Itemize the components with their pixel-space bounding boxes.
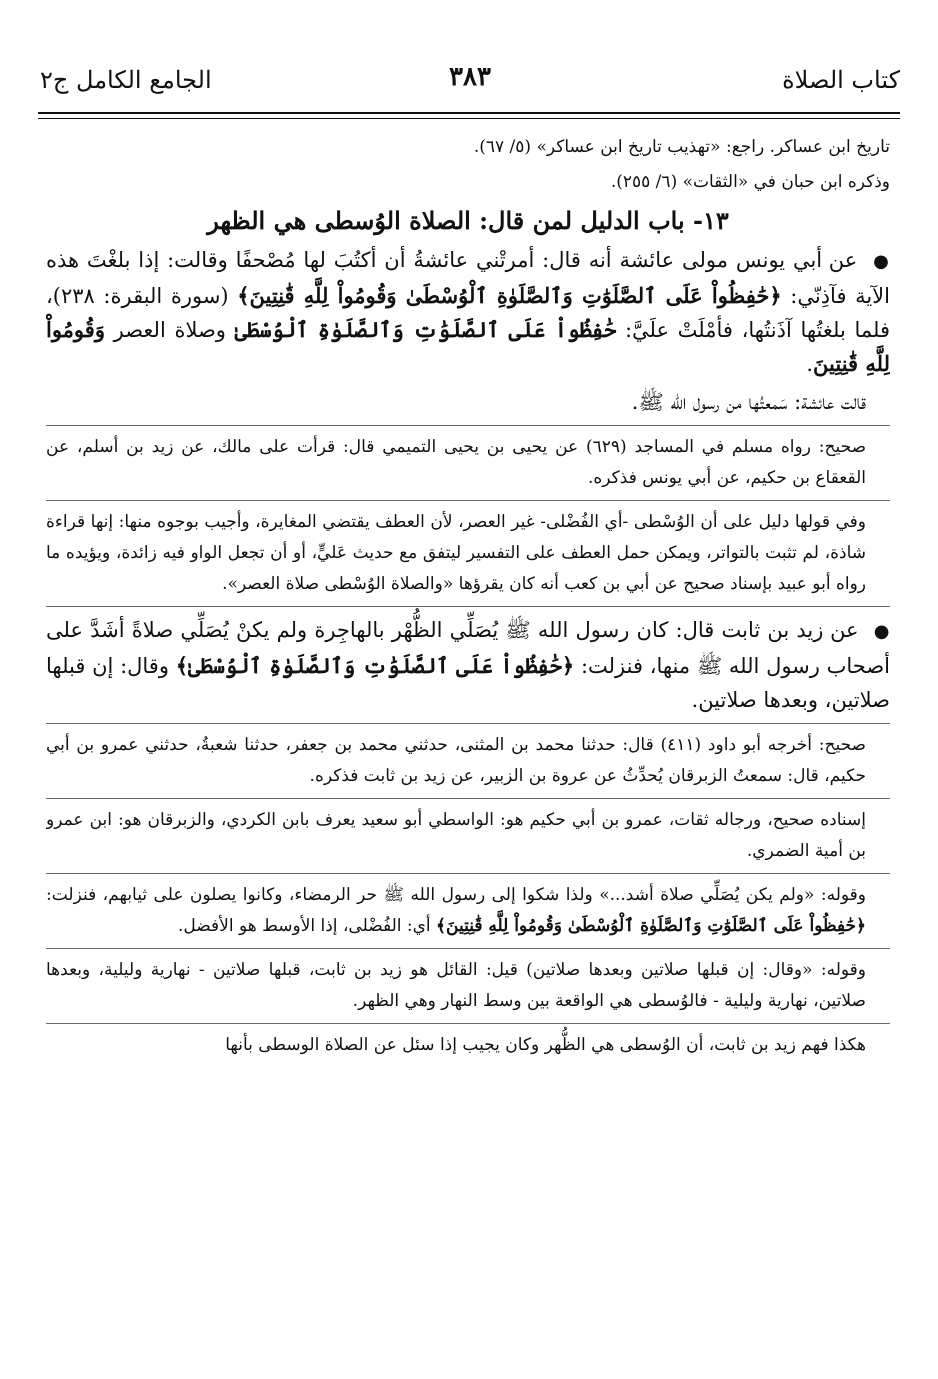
divider [46, 948, 890, 949]
commentary-text: وقوله: «ولم يكن يُصَلِّي صلاة أشد...» ولذا شكوا إلى رسول الله ﷺ حر الرمضاء، وكانوا يصلون على ثيابهم، فنزلت: [46, 885, 866, 905]
quran-verse: ﴿حَٰفِظُواْ عَلَى ٱلصَّلَوَٰتِ وَٱلصَّلَوٰةِ ٱلْوُسْطَىٰ وَقُومُواْ لِلَّهِ قَٰنِتِينَ﴾ [237, 283, 782, 308]
page-header [40, 62, 900, 102]
hadith-text: وصلاة العصر [113, 318, 226, 342]
hadith-paragraph [46, 243, 890, 381]
divider [46, 873, 890, 874]
volume-title: الجامع الكامل ج٢ [40, 66, 212, 94]
commentary-text: أي: الفُضْلى، إذا الأوسط هو الأفضل. [177, 916, 431, 936]
divider [46, 500, 890, 501]
commentary-paragraph: وقوله: «وقال: إن قبلها صلاتين وبعدها صلاتين) قيل: القائل هو زيد بن ثابت، قبلها صلاتين - نهارية وليلية، وبعدها صلاتين، نهارية وليلية - فالوُسطى هي الواقعة بين وسط النهار وهي الظهر. [46, 960, 866, 1011]
quran-verse: ﴿حَٰفِظُواْ عَلَى ٱلصَّلَوَٰتِ وَٱلصَّلَوٰةِ ٱلْوُسْطَىٰ﴾ [175, 653, 575, 678]
commentary-paragraph: إسناده صحيح، ورجاله ثقات، عمرو بن أبي حكيم هو: الواسطي أبو سعيد يعرف بابن الكردي، والزبرقان هو: ابن عمرو بن أمية الضمري. [46, 810, 866, 861]
bullet-icon: ● [873, 251, 890, 272]
commentary-paragraph: هكذا فهم زيد بن ثابت، أن الوُسطى هي الظُّهر وكان يجيب إذا سئل عن الصلاة الوسطى بأنها [225, 1035, 866, 1055]
divider [46, 425, 890, 426]
divider [46, 1023, 890, 1024]
quran-verse: حَٰفِظُواْ عَلَى ٱلصَّلَوَٰتِ وَٱلصَّلَوٰةِ ٱلْوُسْطَىٰ [234, 317, 617, 342]
page-content [46, 132, 890, 1369]
commentary-paragraph: صحيح: أخرجه أبو داود (٤١١) قال: حدثنا محمد بن المثنى، حدثني محمد بن جعفر، حدثنا شعبةُ، حدثني عمرو بن أبي حكيم، قال: سمعتُ الزبرقان يُحدِّثُ عن عروة بن الزبير، عن زيد بن ثابت فذكره. [46, 735, 866, 786]
book-title: كتاب الصلاة [782, 66, 900, 94]
commentary-paragraph: صحيح: رواه مسلم في المساجد (٦٢٩) عن يحيى بن يحيى التميمي قال: قرأت على مالك، عن زيد بن أسلم، عن القعقاع بن حكيم، عن أبي يونس فذكره. [46, 437, 866, 488]
quran-verse: وَقُومُواْ لِلَّهِ قَٰنِتِينَ [46, 317, 890, 376]
hadith-text: (سورة البقرة: ٢٣٨)، فلما بلغتُها آذَنتُها، فأمْلَتْ علَيَّ: [46, 284, 890, 342]
bullet-icon: ● [873, 621, 890, 642]
header-rule-thin [38, 118, 900, 119]
hadith-text: عن زيد بن ثابت قال: كان رسول الله ﷺ يُصَلِّي الظُّهْر بالهاجِرة ولم يكنْ يُصَلِّي صلاةً أشَدَّ على أصحاب رسول الله ﷺ منها، فنزلت: [46, 618, 890, 678]
hadith-closing: قالت عائشة: سَمعتُها من رسول الله ﷺ. [631, 390, 866, 414]
commentary-paragraph [46, 880, 890, 942]
hadith-text: عن أبي يونس مولى عائشة أنه قال: أمرتْني عائشةُ أن أكتُبَ لها مُصْحفًا وقالت: إذا بلغْتَ هذه الآية فآذِنّي: [46, 248, 890, 308]
top-note: وذكره ابن حبان في «الثقات» (٦/ ٢٥٥). [610, 172, 890, 192]
divider [46, 723, 890, 724]
divider [46, 798, 890, 799]
header-rule-thick [38, 112, 900, 114]
top-note: تاريخ ابن عساكر. راجع: «تهذيب تاريخ ابن عساكر» (٥/ ٦٧). [473, 137, 890, 157]
page-number: ٣٨٣ [449, 62, 491, 92]
section-title: ١٣- باب الدليل لمن قال: الصلاة الوُسطى هي الظهر [207, 206, 729, 235]
commentary-paragraph: وفي قولها دليل على أن الوُسْطى -أي الفُضْلى- غير العصر، لأن العطف يقتضي المغايرة، وأجيب بوجوه منها: إنها قراءة شاذة، لم تثبت بالتواتر، ويمكن حمل العطف على التفسير ليتفق مع حديث عَليٍّ، أو أن تجعل الواو فيه زائدة، ويؤيده ما رواه أبو عبيد بإسناد صحيح عن أبي بن كعب أنه كان يقرؤها «والصلاة الوُسْطى صلاة العصر». [46, 512, 866, 594]
divider [46, 606, 890, 607]
hadith-text: وقال: إن قبلها صلاتين، وبعدها صلاتين. [46, 654, 890, 712]
hadith-text: . [806, 352, 814, 376]
hadith-paragraph [46, 613, 890, 717]
quran-verse: ﴿حَٰفِظُواْ عَلَى ٱلصَّلَوَٰتِ وَٱلصَّلَوٰةِ ٱلْوُسْطَىٰ وَقُومُواْ لِلَّهِ قَٰنِتِينَ﴾ [436, 916, 866, 936]
